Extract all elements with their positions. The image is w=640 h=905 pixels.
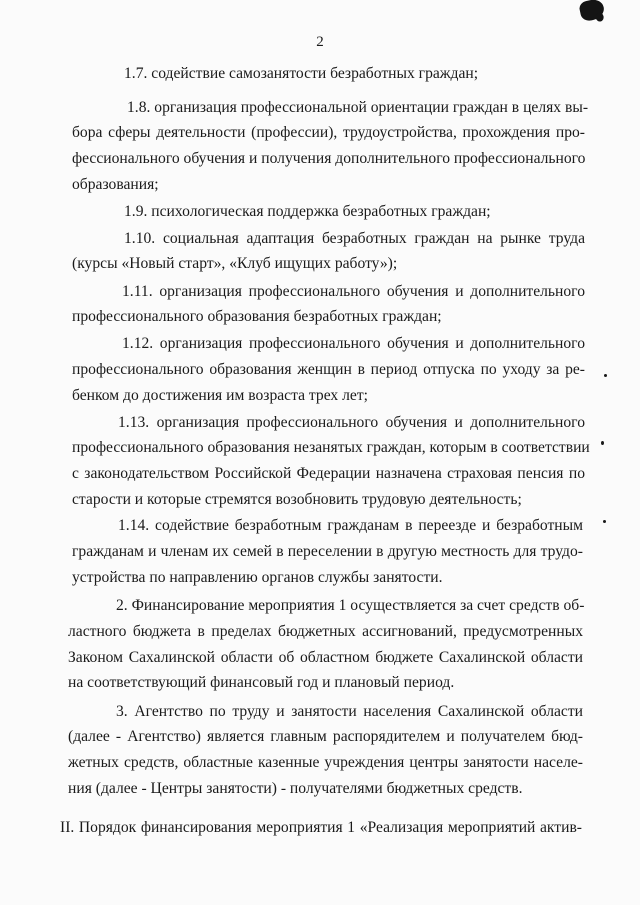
- scan-speck: [604, 374, 607, 377]
- text-line: 1.7. содействие самозанятости безработных граждан;: [124, 65, 479, 82]
- text-line: 1.13. организация профессионального обучения и дополнительного: [118, 414, 585, 431]
- text-line: гражданам и членам их семей в переселении в другую местность для трудо-: [72, 543, 583, 560]
- text-line: с законодательством Российской Федерации назначена страховая пенсия по: [72, 465, 585, 482]
- text-line: (курсы «Новый старт», «Клуб ищущих работу»);: [72, 255, 398, 272]
- text-line: профессионального образования женщин в период отпуска по уходу за ре-: [72, 361, 585, 378]
- page-number: 2: [316, 34, 324, 50]
- ink-blot: [578, 0, 606, 22]
- text-line: 1.8. организация профессиональной ориентации граждан в целях вы-: [127, 99, 589, 116]
- text-line: ния (далее - Центры занятости) - получателями бюджетных средств.: [68, 780, 523, 797]
- text-line: 1.11. организация профессионального обучения и дополнительного: [122, 283, 585, 300]
- text-line: 1.10. социальная адаптация безработных граждан на рынке труда: [124, 230, 585, 247]
- text-line: 1.9. психологическая поддержка безработных граждан;: [124, 203, 491, 220]
- text-line: 1.14. содействие безработным гражданам в переезде и безработным: [118, 517, 583, 534]
- text-line: старости и которые стремятся возобновить трудовую деятельность;: [72, 491, 522, 508]
- scan-speck: [603, 520, 606, 523]
- text-line: бенком до достижения им возраста трех лет;: [72, 387, 368, 404]
- text-line: образования;: [72, 176, 159, 193]
- text-line: Законом Сахалинской области об областном бюджете Сахалинской области: [68, 649, 583, 666]
- text-line: профессионального образования безработных граждан;: [72, 308, 442, 325]
- text-line: устройства по направлению органов службы занятости.: [72, 569, 443, 586]
- text-line: (далее - Агентство) является главным распорядителем и получателем бюд-: [68, 728, 583, 745]
- text-line: 1.12. организация профессионального обучения и дополнительного: [122, 335, 585, 352]
- text-line: бора сферы деятельности (профессии), трудоустройства, прохождения про-: [72, 124, 585, 141]
- text-line: ластного бюджета в пределах бюджетных ассигнований, предусмотренных: [68, 623, 583, 640]
- text-line: на соответствующий финансовый год и плановый период.: [68, 674, 455, 691]
- text-line: фессионального обучения и получения дополнительного профессионального: [72, 150, 586, 167]
- section-heading: II. Порядок финансирования мероприятия 1 «Реализация мероприятий актив-: [60, 819, 582, 836]
- text-line: профессионального образования незанятых граждан, которым в соответствии: [72, 439, 590, 456]
- text-line: 3. Агентство по труду и занятости населения Сахалинской области: [116, 703, 583, 720]
- scan-speck: [601, 441, 604, 445]
- text-line: жетных средств, областные казенные учреждения центры занятости населе-: [68, 754, 583, 771]
- text-line: 2. Финансирование мероприятия 1 осуществляется за счет средств об-: [116, 597, 585, 614]
